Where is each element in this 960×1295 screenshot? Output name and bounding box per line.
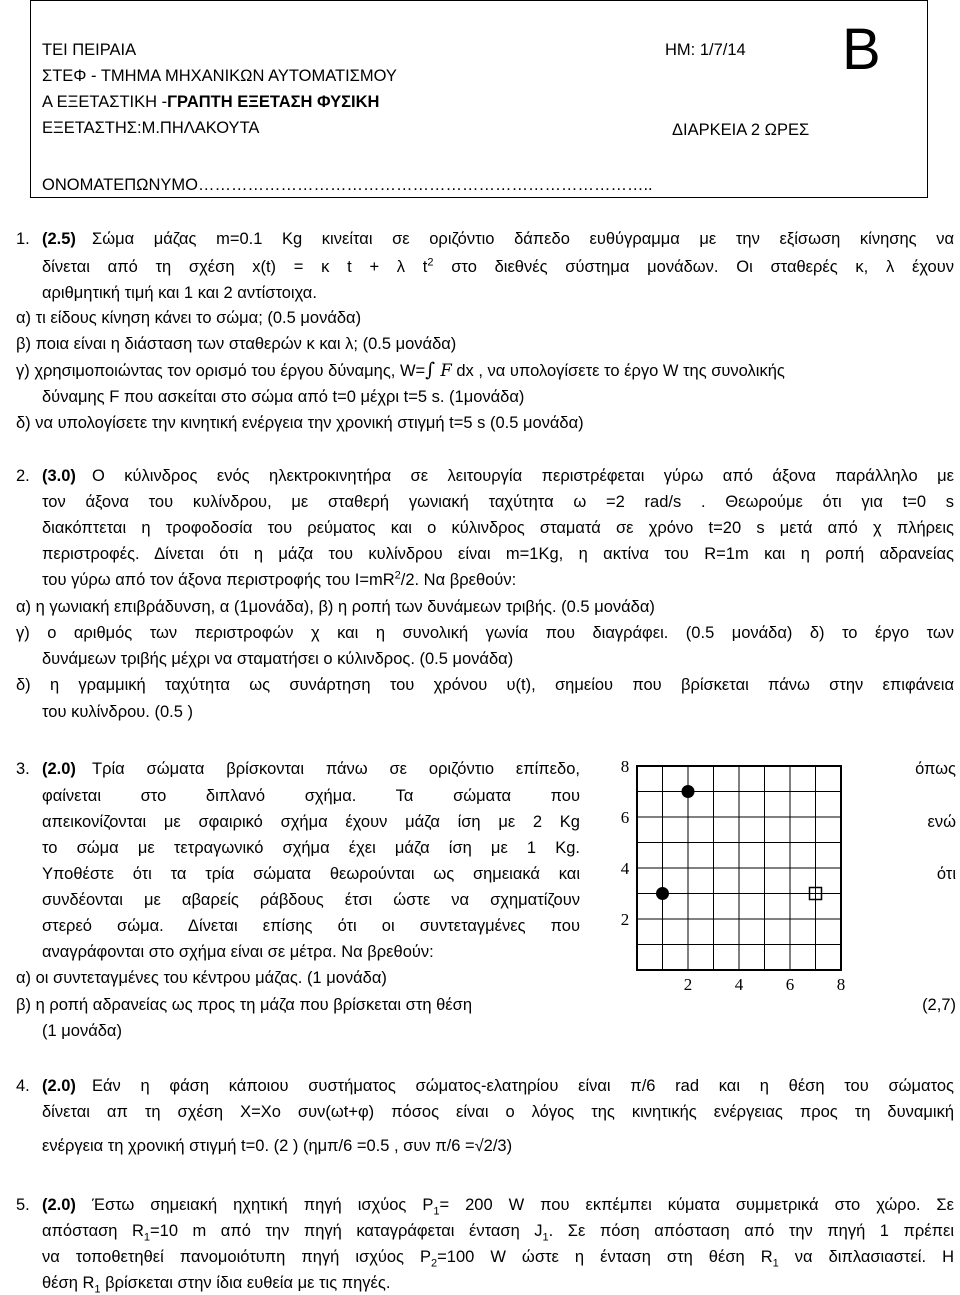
name-field: ΟΝΟΜΑΤΕΠΩΝΥΜΟ……………………………………………………………………….. (42, 176, 653, 194)
sphere-mass (682, 785, 695, 798)
q1-points: (2.5) (42, 230, 76, 248)
q2-line-2: τον άξονα του κυλίνδρου, με σταθερή γωνιακή ταχύτητα ω =2 rad/s . Θεωρούμε ότι για t=0 s (42, 493, 954, 511)
sphere-mass (656, 887, 669, 900)
q2-line-1: Ο κύλινδρος ενός ηλεκτροκινητήρα σε λειτουργία περιστρέφεται γύρω από άξονα παράλληλο με (92, 467, 954, 485)
q2-line-9: δ) η γραμμική ταχύτητα ως συνάρτηση του χρόνου υ(t), σημείου που βρίσκεται πάνω στην επιφάνεια (16, 676, 954, 694)
q5-line-1: Έστω σημειακή ηχητική πηγή ισχύος $P_1= 200$ W που εκπέμπει κύματα συμμετρικά στο χώρο. Σε (92, 1196, 954, 1218)
q3-right-1: όπως (915, 760, 956, 778)
q2-line-8: δυνάμεων τριβής μέχρι να σταματήσει ο κύλινδρος. (0.5 μονάδα) (42, 650, 514, 668)
x-tick-label: 6 (785, 975, 795, 992)
q3-points: (2.0) (42, 760, 76, 778)
x-tick-label: 4 (734, 975, 744, 992)
q1-part-d: δ) να υπολογίσετε την κινητική ενέργεια την χρονική στιγμή t=5 s (0.5 μονάδα) (16, 414, 584, 432)
y-tick-label: 8 (620, 760, 630, 776)
q2-points: (3.0) (42, 467, 76, 485)
q3-line-8: αναγράφονται στο σχήμα είναι σε μέτρα. Να βρεθούν: (42, 943, 434, 961)
q4-line-3: ενέργεια τη χρονική στιγμή t=0. (2 ) (ημπ/6 =0.5 , συν π/6 =√2/3) (42, 1137, 513, 1155)
y-tick-label: 6 (620, 808, 630, 827)
q2-line-4: περιστροφές. Δίνεται ότι η μάζα του κυλίνδρου είναι m=1Kg, η ακτίνα του R=1m και η ροπή αδρανείας (42, 545, 954, 563)
q3-line-1: Τρία σώματα βρίσκονται πάνω σε οριζόντιο επίπεδο, (92, 760, 580, 778)
q1-line-3: αριθμητική τιμή και 1 και 2 αντίστοιχα. (42, 284, 317, 302)
grid-svg (611, 760, 871, 992)
q2-line-6: α) η γωνιακή επιβράδυνση, α (1μονάδα), β) η ροπή των δυνάμεων τριβής. (0.5 μονάδα) (16, 598, 655, 616)
q3-line-5: Υποθέστε ότι τα τρία σώματα θεωρούνται ως σημειακά και (42, 865, 580, 883)
q2-number: 2. (16, 467, 30, 485)
q3-line-6: συνδέονται με αβαρείς ράβδους έτσι ώστε να σχηματίζουν (42, 891, 580, 909)
q4-points: (2.0) (42, 1077, 76, 1095)
q3-line-7: στερεό σώμα. Δίνεται επίσης ότι οι συντεταγμένες που (42, 917, 580, 935)
q2-line-7: γ) ο αριθμός των περιστροφών χ και η συνολική γωνία που διαγράφει. (0.5 μονάδα) δ) το έργο των (16, 624, 954, 642)
q1-part-c: γ) χρησιμοποιώντας τον ορισμό του έργου δύναμης, W=∫ F dx , να υπολογίσετε το έργο W της συνολικής (16, 359, 785, 381)
integral-symbol: ∫ (425, 359, 436, 381)
q4-number: 4. (16, 1077, 30, 1095)
q1-line-1: Σώμα μάζας m=0.1 Kg κινείται σε οριζόντιο δάπεδο ευθύγραμμα με την εξίσωση κίνησης να (92, 230, 954, 248)
q1-line-2: δίνεται από τη σχέση x(t) = κ t + λ $t^2$ στο διεθνές σύστημα μονάδων. Οι σταθερές κ, λ έχουν (42, 256, 955, 276)
exam-duration: ΔΙΑΡΚΕΙΑ 2 ΩΡΕΣ (672, 121, 810, 139)
y-axis-tick-labels (621, 760, 630, 929)
q1-part-c-cont: δύναμης F που ασκείται στο σώμα από t=0 μέχρι t=5 s. (1μονάδα) (42, 388, 525, 406)
institution: ΤΕΙ ΠΕΙΡΑΙΑ (42, 41, 137, 59)
q5-line-3: να τοποθετηθεί πανομοιότυπη πηγή ισχύος $P_2=100$ W ώστε η ένταση στη θέση $R_1$ να διπλασιαστεί. Η (42, 1248, 954, 1270)
y-tick-label: 4 (620, 859, 630, 878)
q5-line-4: θέση $R_1$ βρίσκεται στην ίδια ευθεία με τις πηγές. (42, 1274, 391, 1295)
q4-line-2: δίνεται απ τη σχέση Χ=Χο συν(ωt+φ) πόσος είναι ο λόγος της κινητικής ενέργειας προς τη δυναμική (42, 1103, 954, 1121)
q5-line-2: απόσταση $R_1=10$ m από την πηγή καταγράφεται ένταση $J_1$. Σε πόση απόσταση από την πηγή 1 πρέπει (42, 1222, 954, 1244)
q3-right-3: ενώ (927, 813, 956, 831)
q2-line-10: του κυλίνδρου. (0.5 ) (42, 703, 193, 721)
q1-part-b: β) ποια είναι η διάσταση των σταθερών κ και λ; (0.5 μονάδα) (16, 335, 457, 353)
q5-points: (2.0) (42, 1196, 76, 1214)
x-tick-label: 2 (683, 975, 693, 992)
exam-variant-letter: Β (842, 17, 881, 82)
q5-number: 5. (16, 1196, 30, 1214)
x-axis-tick-labels (684, 975, 846, 992)
q2-line-5: του γύρω από τον άξονα περιστροφής του $I=mR^2/2$. Να βρεθούν: (42, 569, 517, 589)
q1-number: 1. (16, 230, 30, 248)
q3-number: 3. (16, 760, 30, 778)
exam-title: Α ΕΞΕΤΑΣΤΙΚΗ -ΓΡΑΠΤΗ ΕΞΕΤΑΣΗ ΦΥΣΙΚΗ (42, 93, 380, 111)
q2-line-3: διακόπτεται η τροφοδοσία του ρεύματος και ο κύλινδρος σταματά σε χρόνο t=20 s μετά από χ πλήρεις (42, 519, 954, 537)
q3-line-2: φαίνεται στο διπλανό σχήμα. Τα σώματα που (42, 787, 580, 805)
department: ΣΤΕΦ - ΤΜΗΜΑ ΜΗΧΑΝΙΚΩΝ ΑΥΤΟΜΑΤΙΣΜΟΥ (42, 67, 397, 85)
q3-right-5: ότι (936, 865, 956, 883)
q1-part-a: α) τι είδους κίνηση κάνει το σώμα; (0.5 μονάδα) (16, 309, 362, 327)
q3-part-a: α) οι συντεταγμένες του κέντρου μάζας. (1 μονάδα) (16, 969, 387, 987)
examiner: ΕΞΕΤΑΣΤΗΣ:Μ.ΠΗΛΑΚΟΥΤΑ (42, 119, 260, 137)
y-tick-label: 2 (620, 910, 630, 929)
coordinate-grid-figure (611, 760, 871, 992)
exam-date: ΗΜ: 1/7/14 (665, 41, 746, 59)
q3-part-b-coords: (2,7) (922, 996, 956, 1014)
q3-line-3: απεικονίζονται με σφαιρικό σχήμα έχουν μάζα ίση με 2 Kg (42, 813, 580, 831)
q4-line-1: Εάν η φάση κάποιου συστήματος σώματος-ελατηρίου είναι π/6 rad και η θέση του σώματος (92, 1077, 954, 1095)
x-tick-label: 8 (836, 975, 846, 992)
q3-part-b-points: (1 μονάδα) (42, 1022, 122, 1040)
q3-part-b: β) η ροπή αδρανείας ως προς τη μάζα που βρίσκεται στη θέση (16, 996, 473, 1014)
q3-line-4: το σώμα με τετραγωνικό σχήμα έχει μάζα ίση με 1 Kg. (42, 839, 580, 857)
